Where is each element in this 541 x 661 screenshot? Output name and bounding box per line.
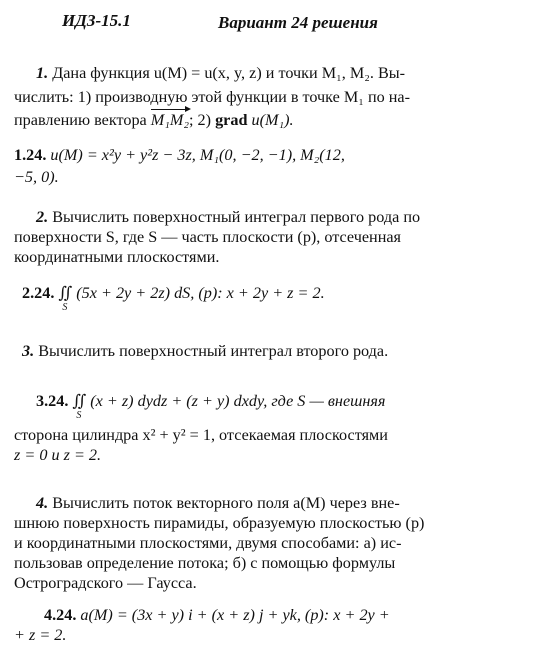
task2-item (22, 284, 325, 313)
grad-operator: grad (215, 111, 248, 129)
task1-line3 (14, 111, 294, 129)
variant-title: Вариант 24 решения (218, 13, 378, 32)
item-4-24-expr: a(M) = (3x + y) i + (x + z) j + yk, (p): x + 2y + (80, 606, 390, 624)
task4-line4: пользовав определение потока; б) с помощью формулы (14, 554, 396, 572)
item-3-24-expr: (x + z) dydz + (z + y) dxdy, где S — внешняя (90, 392, 386, 410)
item-1-24-expr: u(M) = x²y + y²z − 3z, M₁(0, −2, −1), M₂(12, (50, 146, 345, 164)
task3-number: 3. (22, 342, 35, 360)
task1-number: 1. (36, 64, 49, 82)
task4-line5: Остроградского — Гаусса. (14, 574, 197, 592)
task3-line2: сторона цилиндра x² + y² = 1, отсекаемая плоскостями (14, 426, 388, 444)
task3-line3: z = 0 и z = 2. (14, 446, 102, 464)
task2-line1 (36, 208, 420, 226)
task4-line3: и координатными плоскостями, двумя способами: а) ис- (14, 534, 402, 552)
task4-line1 (36, 494, 400, 512)
double-integral-3: ∬ S (72, 392, 86, 410)
surface-s-3: S (76, 410, 82, 421)
task1-line3b: ; 2) (189, 111, 212, 129)
surface-s-2: S (62, 302, 68, 313)
item-2-24-number: 2.24. (22, 284, 55, 302)
task4-number: 4. (36, 494, 49, 512)
task3-text1: Вычислить поверхностный интеграл второго рода. (38, 342, 389, 360)
task2-number: 2. (36, 208, 49, 226)
double-integral-2: ∬ S (58, 284, 72, 302)
item-4-24-number: 4.24. (44, 606, 77, 624)
task1-line2: числить: 1) производную этой функции в точке M₁ по на- (14, 88, 410, 106)
task4-line2: шнюю поверхность пирамиды, образуемую плоскостью (p) (14, 514, 425, 532)
task2-text1: Вычислить поверхностный интеграл первого рода по (52, 208, 421, 226)
task3-line1 (22, 342, 388, 360)
task1-line3a: правлению вектора (14, 111, 147, 129)
task2-line3: координатными плоскостями. (14, 248, 220, 266)
item-2-24-expr: (5x + 2y + 2z) dS, (p): x + 2y + z = 2. (76, 284, 325, 302)
task1-line3c: u(M₁). (251, 111, 294, 129)
item-4-24-cont: + z = 2. (14, 626, 67, 644)
vector-m1m2: M₁M₂ (150, 111, 189, 129)
task2-line2: поверхности S, где S — часть плоскости (p), отсеченная (14, 228, 401, 246)
item-3-24-number: 3.24. (36, 392, 69, 410)
task3-item (36, 392, 386, 421)
doc-code: ИДЗ-15.1 (62, 11, 131, 30)
task4-item (44, 606, 390, 624)
task1-line1 (36, 64, 405, 82)
task4-text1: Вычислить поток векторного поля a(M) через вне- (52, 494, 400, 512)
task1-text1: Дана функция u(M) = u(x, y, z) и точки M₁, M₂. Вы- (52, 64, 406, 82)
item-1-24-cont: −5, 0). (14, 168, 59, 186)
task1-item (14, 146, 345, 164)
item-1-24-number: 1.24. (14, 146, 47, 164)
